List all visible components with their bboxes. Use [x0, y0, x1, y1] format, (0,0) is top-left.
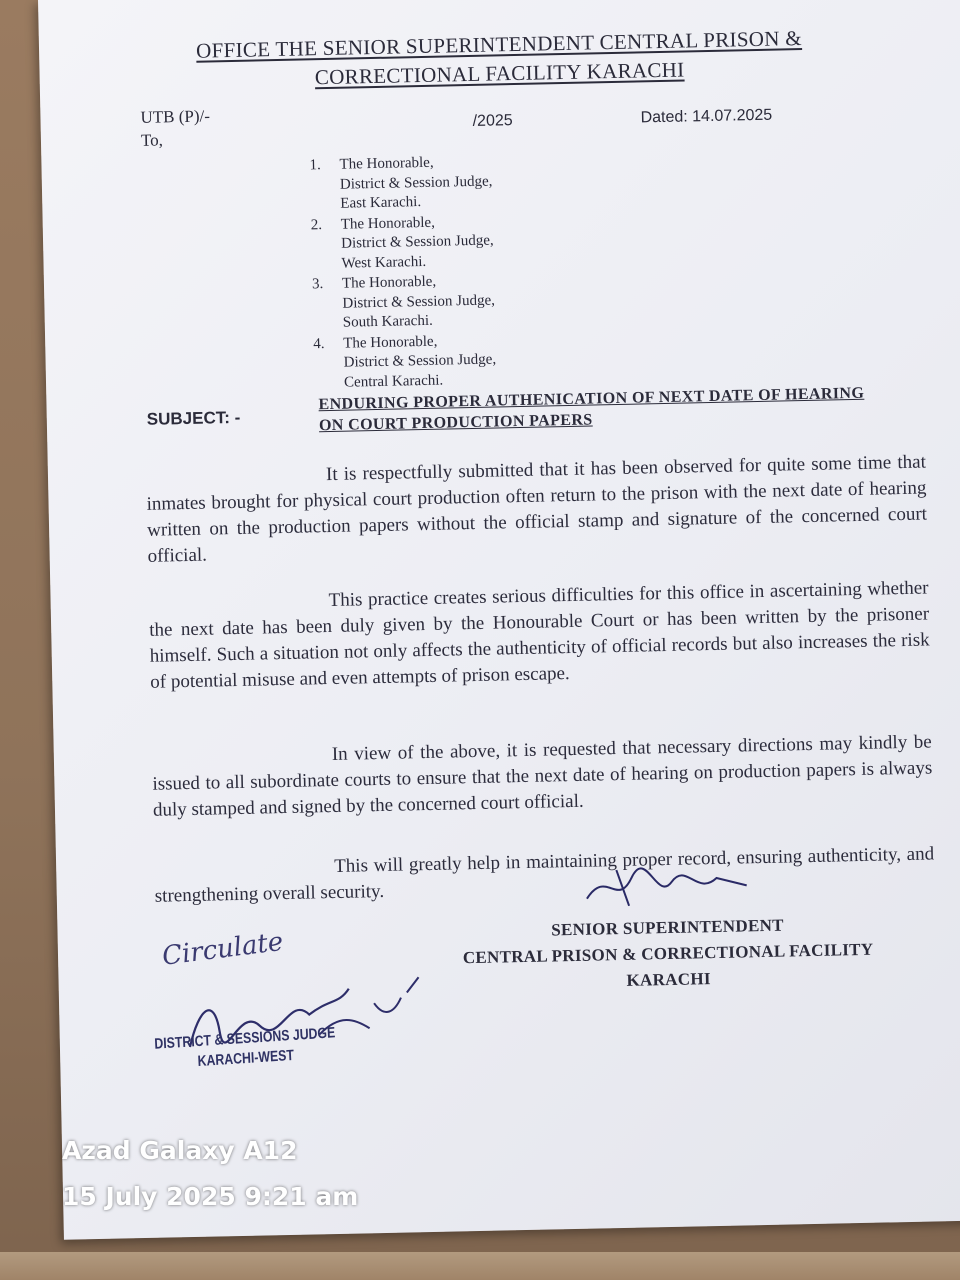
addressee-office: District & Session Judge,	[339, 173, 493, 193]
addressee-list	[309, 153, 496, 395]
addressee-item	[312, 272, 496, 334]
addressee-title: The Honorable,	[339, 154, 434, 173]
addressee-item	[309, 153, 493, 215]
addressee-number: 3.	[311, 276, 324, 293]
signatory-office: CENTRAL PRISON & CORRECTIONAL FACILITY	[462, 939, 874, 968]
addressee-district: East Karachi.	[340, 194, 422, 212]
circulate-note: Circulate	[160, 926, 285, 972]
paper-below	[0, 1252, 960, 1280]
subject-text: ENDURING PROPER AUTHENICATION OF NEXT DATE OF HEARING ON COURT PRODUCTION PAPERS	[318, 384, 865, 435]
reference-block	[140, 104, 210, 151]
addressee-title: The Honorable,	[343, 333, 438, 352]
addressee-office: District & Session Judge,	[343, 351, 497, 371]
addressee-item	[313, 331, 497, 393]
letterhead	[139, 23, 860, 96]
utb-reference: UTB (P)/-	[140, 106, 211, 127]
addressee-item	[311, 212, 495, 274]
photo-timestamp: 15 July 2025 9:21 am	[62, 1182, 359, 1211]
judge-stamp	[130, 1022, 361, 1077]
letterhead-line-1: OFFICE THE SENIOR SUPERINTENDENT CENTRAL PRISON &	[195, 26, 803, 63]
addressee-number: 2.	[310, 216, 323, 233]
addressee-district: West Karachi.	[341, 253, 427, 272]
addressee-number: 1.	[309, 157, 321, 174]
to-label: To,	[140, 130, 164, 150]
signatory-title: SENIOR SUPERINTENDENT	[551, 915, 785, 940]
photo-device-label: Azad Galaxy A12	[62, 1136, 298, 1165]
addressee-district: South Karachi.	[342, 312, 433, 331]
signatory-block	[417, 910, 919, 998]
body-paragraph-1: It is respectfully submitted that it has been observed for quite some time that inmates brought for physical court production often return to the prison with the next date of hearing written on the production papers without the official stamp and signature of the concerned court official.	[146, 451, 928, 567]
addressee-office: District & Session Judge,	[342, 291, 496, 312]
judge-stamp-title: DISTRICT & SESSIONS JUDGE	[153, 1024, 336, 1053]
body-paragraph-4: This will greatly help in maintaining proper record, ensuring authenticity, and strengthening overall security.	[154, 843, 935, 907]
letter-date: Dated: 14.07.2025	[640, 106, 773, 127]
addressee-number: 4.	[313, 335, 325, 352]
addressee-title: The Honorable,	[341, 273, 437, 292]
addressee-title: The Honorable,	[340, 214, 436, 233]
body-paragraph-2: This practice creates serious difficulties for this office in ascertaining whether the next date has been duly given by the Honourable Court or has been written by the prisoner himself. Such a situation not only affects the authenticity of official records but also increases the risk of potential misuse and even attempts of prison escape.	[149, 577, 930, 693]
superintendent-signature	[576, 855, 757, 919]
judge-stamp-location: KARACHI-WEST	[197, 1046, 295, 1071]
letter-page	[38, 0, 960, 1240]
subject-label: SUBJECT: -	[146, 407, 241, 429]
letterhead-line-2: CORRECTIONAL FACILITY KARACHI	[314, 57, 685, 90]
signatory-city: KARACHI	[626, 969, 711, 990]
addressee-district: Central Karachi.	[343, 372, 444, 391]
body-paragraph-3: In view of the above, it is requested that necessary directions may kindly be issued to all subordinate courts to ensure that the next date of hearing on production papers is always duly stamped and signed by the concerned court official.	[152, 731, 933, 821]
reference-number: /2025	[472, 112, 513, 130]
addressee-office: District & Session Judge,	[341, 232, 494, 252]
